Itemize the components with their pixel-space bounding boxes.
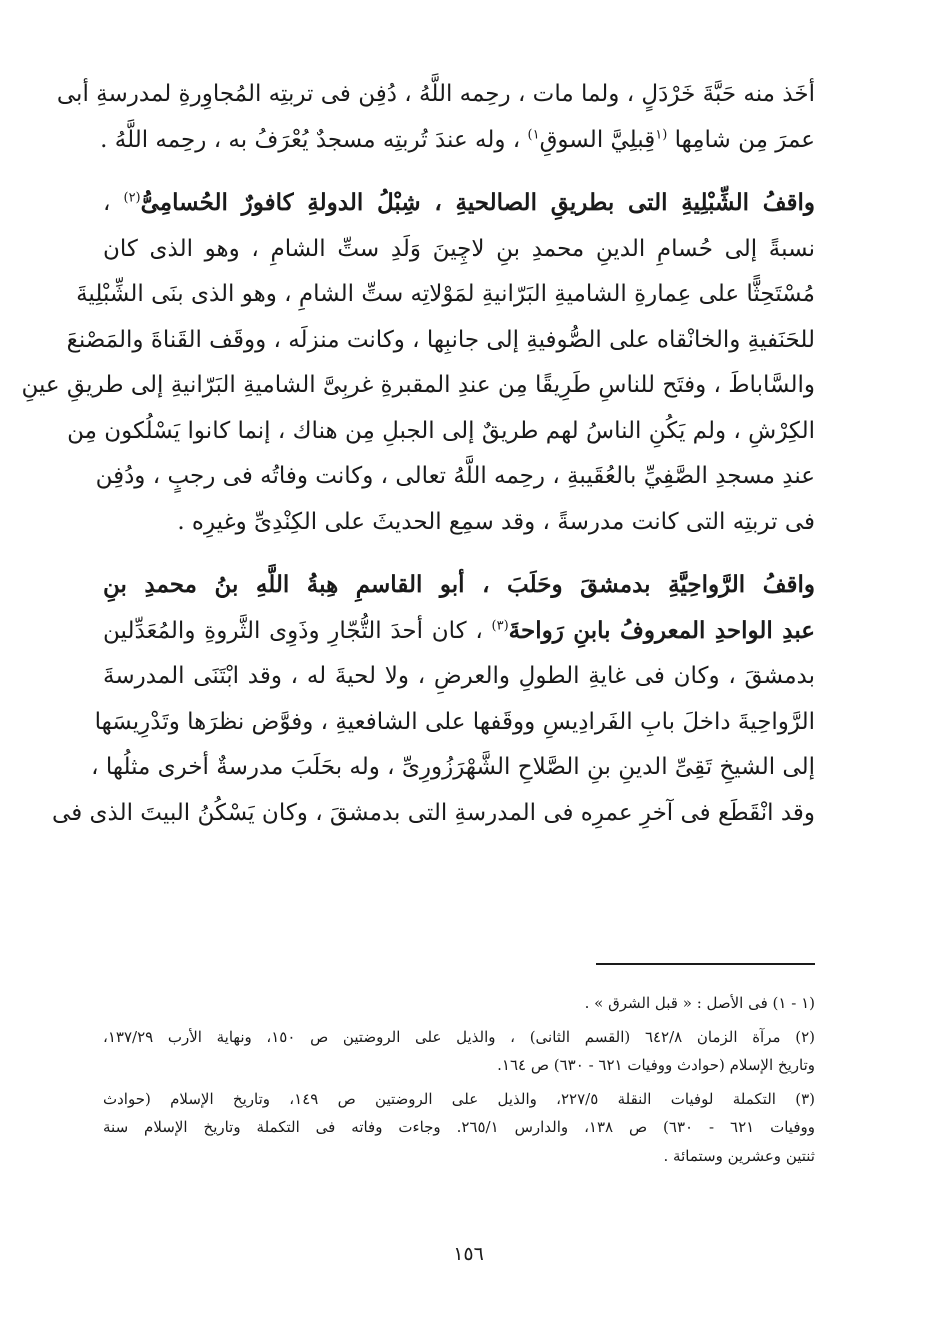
text-line: الرَّواحِيةَ داخلَ بابِ الفَرادِيسِ ووقَفها على الشافعيةِ ، وفوَّض نظرَها وتَدْرِيسَها [94, 708, 815, 735]
entry-title: عبدِ الواحدِ المعروفُ بابنِ رَواحةَ [508, 616, 815, 644]
footnote-1: (١ - ١) فى الأصل : « قبل الشرق » . [584, 994, 815, 1012]
text-line: إلى الشيخِ تَقِىِّ الدينِ بنِ الصَّلاحِ الشَّهْرَزُورِىِّ ، وله بحَلَبَ مدرسةٌ أخرى مثلُها ، [91, 754, 815, 780]
footnote-3: (٣) التكملة لوفيات النقلة ٢٢٧/٥، والذيل على الروضتين ص ١٤٩، وتاريخ الإسلام (حوادث [103, 1089, 815, 1108]
text-line: أخَذ منه حَبَّةَ خَرْدَلٍ ، ولما مات ، رحِمه اللَّهُ ، دُفِن فى تربتِه المُجاوِرةِ لمدرسةِ أبى [56, 81, 815, 107]
footnote-2: (٢) مرآة الزمان ٦٤٢/٨ (القسم الثانى) ، والذيل على الروضتين ص ١٥٠، ونهاية الأرب ١٣٧/٢٩، [103, 1027, 815, 1046]
paragraph-1 [56, 72, 815, 163]
footnote-3: ثنتين وعشرين وستمائة . [663, 1146, 815, 1165]
text-line: نسبةً إلى حُسامِ الدينِ محمدِ بنِ لاچِينَ وَلَدِ ستِّ الشامِ ، وهو الذى كان [103, 235, 815, 262]
entry-title: واقفُ الرَّواحِيَّةِ بدمشقَ وحَلَبَ ، أبو القاسمِ هِبةُ اللَّهِ بنُ محمدِ بنِ [103, 571, 815, 598]
text-line: عندِ مسجدِ الصَّفِيِّ بالعُقَيبةِ ، رحِمه اللَّهُ تعالى ، وكانت وفاتُه فى رجبٍ ، ودُفِن [95, 463, 815, 489]
paragraph-3 [52, 562, 815, 836]
main-text [21, 72, 816, 836]
text-line: وقد انْقَطَع فى آخرِ عمرِه فى المدرسةِ التى بدمشقَ ، وكان يَسْكُنُ البيتَ الذى فى [52, 799, 815, 826]
footnote-2: وتاريخ الإسلام (حوادث ووفيات ٦٢١ - ٦٣٠) ص ١٦٤. [497, 1056, 815, 1074]
footnote-divider [596, 963, 815, 965]
text-line: والسَّاباطَ ، وفتَح للناسِ طَرِيقًا مِن عندِ المقبرةِ غربِىَّ الشاميةِ البَرّانيةِ إلى طريقِ عينِ [21, 372, 815, 398]
text-line: بدمشقَ ، وكان فى غايةِ الطولِ والعرضِ ، ولا لحيةَ له ، وقد ابْتَنَى المدرسةَ [103, 663, 815, 689]
text-line: الكِرْشِ ، ولم يَكُنِ الناسُ لهم طريقٌ إلى الجبلِ مِن هناك ، إنما كانوا يَسْلُكون مِن [67, 417, 815, 444]
paragraph-2 [21, 180, 816, 545]
text-line [103, 608, 815, 655]
text-line [103, 180, 815, 227]
text-line: مُسْتَحِثًّا على عِمارةِ الشاميةِ البَرّانيةِ لمَوْلاتِه ستِّ الشامِ ، وهو الذى بنَى الشِّبْلِيةَ [76, 281, 815, 307]
footnotes [103, 989, 815, 1170]
footnote-ref: (١ [655, 126, 668, 142]
entry-title: واقفُ الشِّبْلِيةِ التى بطريقِ الصالحيةِ ، شِبْلُ الدولةِ كافورٌ الحُسامِىُّ [140, 189, 816, 216]
footnote-ref: ١) [527, 126, 540, 142]
text-fragment: ، كان أحدَ التُّجّارِ وذَوِى الثَّروةِ والمُعَدِّلين [103, 617, 483, 644]
footnote-3: ووفيات ٦٢١ - ٦٣٠) ص ١٣٨، والدارس ٢٦٥/١. وجاءت وفاته فى التكملة وتاريخ الإسلام سنة [103, 1118, 815, 1136]
footnote-ref: (٣) [491, 617, 509, 633]
text-line: فى تربتِه التى كانت مدرسةً ، وقد سمِع الحديثَ على الكِنْدِىِّ وغيرِه . [177, 508, 815, 535]
text-fragment: ، وله عندَ تُربتِه مسجدٌ يُعْرَفُ به ، رحِمه اللَّهُ . [100, 126, 521, 153]
page-number: ١٥٦ [453, 1243, 484, 1265]
text-line: للحَنَفيةِ والخانْقاه على الصُّوفيةِ إلى جانبِها ، وكانت منزلَه ، ووقَف القَناةَ والمَصْنعَ [66, 326, 815, 353]
text-fragment: ، [103, 190, 111, 216]
text-fragment: قِبلِيَّ السوقِ [539, 126, 656, 153]
footnote-ref: (٢) [123, 190, 141, 206]
text-fragment: عمرَ مِن شامِها [674, 126, 815, 153]
text-line [100, 118, 815, 164]
